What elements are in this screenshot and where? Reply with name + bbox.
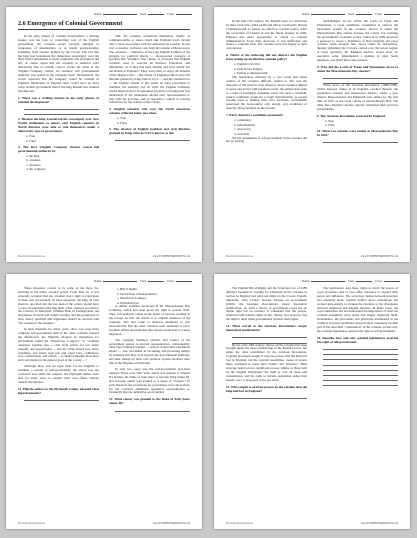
left-column	[18, 35, 99, 172]
name-date-class-bar	[302, 12, 402, 16]
option[interactable]: d. socialism	[234, 131, 250, 136]
answer-line[interactable]	[115, 136, 190, 141]
option[interactable]: a. True	[325, 118, 334, 123]
paragraph: The remoteness afforded by a vast ocean also made control of the colonies difficult. Added to this was the character of life itself in early America. From countries limited in space and dotted with populous towns, the settlers had come to a land of seemingly unending reach. On such a continent, natural conditions promoted a tough individualism, as people became used to making their own decisions. Government penetrated the backcountry only slowly, and conditions of anarchy often prevailed on the frontier.	[226, 75, 307, 111]
class-label: Class	[375, 12, 382, 16]
option[interactable]: c. Puritan Commonwealth	[234, 71, 268, 76]
page-footer	[226, 255, 398, 258]
paragraph: In New England, for many years, there was even more complete self-government than in the other colonies. Aboard the Mayflower, the Pilgrims adopted an instrument for government called the "Mayflower Compact," to "combine ourselves together into a civil body politic for our better ordering and preservation ... and by virtue hereof [to] enact, constitute, and frame such just and equal laws, ordinances, acts, constitutions, and offices ... as shall be thought most meet and convenient for the general good of the colony ...."	[18, 327, 99, 363]
question-13: 13. What colony was granted to the Duke of York (later James II)?	[109, 397, 190, 406]
date-label: Date	[348, 12, 355, 16]
date-label: Date	[140, 279, 147, 283]
left-column	[226, 20, 307, 146]
question-15: 15. Who sought to exercise powers in the colonies that the king had lost in England?	[226, 384, 307, 393]
question-1: 1. What was a striking feature in the early phases of colonial development?	[18, 95, 99, 104]
question-16: 16. Describe how and why colonial legislatures asserted the right of self-government.	[317, 335, 398, 344]
footer-url[interactable]: www.STUDENTHANDOUTS.com	[152, 522, 190, 525]
name-label: Name	[301, 12, 310, 16]
paragraph: By the early 18th century, almost all the colonies had been brought under the direct jurisdiction of the British Crown, but under the rules established by the Glorious Revolution. Colonial governors sought to exercise powers that the king had lost in England, but the colonial assemblies, aware of events there, attempted to assert their "rights" and "liberties." Their leverage rested on two significant powers similar to those held by the English Parliament: the right to vote on taxes and expenditures, and the right to initiate legislation rather than merely react to proposals of the governor.	[226, 342, 307, 382]
footer-url[interactable]: www.STUDENTHANDOUTS.com	[360, 522, 398, 525]
answer-line[interactable]	[323, 138, 398, 143]
worksheet-page-1	[6, 7, 202, 262]
class-label: Class	[167, 279, 174, 283]
paragraph: The company members yielded, and control of the government passed to elected representatives. Subsequently, other New England colonies — such as Connecticut and Rhode Island — also succeeded in becoming self-governing simply by asserting that they were beyond any governmental authority, and then setting up their own political system modeled after that of the Pilgrims at Plymouth.	[109, 337, 190, 366]
answer-line[interactable]	[115, 406, 190, 411]
footer-label: Free Education Resources	[18, 522, 46, 525]
question-9: 9. The Glorious Revolution occurred in England.	[317, 113, 386, 118]
option[interactable]: a. community	[234, 118, 252, 123]
paragraph: The English Bill of Rights and the Toleration Act of 1689 affirmed freedom of worship for Christians in the colonies as well as in England and enforced limits on the Crown. Equally important, John Locke's Second Treatise on Government (1690), the Glorious Revolution's major theoretical justification, set forth a theory of government based not on divine right but on contract. It contended that the people, endowed with natural rights of life, liberty, and property, had the right to rebel when governments violated their rights.	[226, 286, 307, 322]
option[interactable]: c. investors	[26, 162, 41, 167]
answer-line[interactable]	[232, 394, 307, 399]
page-title: 2.6 Emergence of Colonial Government	[18, 20, 123, 27]
paragraph: A similar situation developed in the Massachusetts Bay Company, which had been given the right to govern itself. Thus, full authority rested in the hands of persons residing in the colony. At first, the dozen or so original members of the company who had come to America attempted to rule autocratically. But the other colonists soon demanded a voice in public affairs and indicated that refusal would lead to a mass migration.	[109, 304, 190, 336]
right-column	[317, 287, 398, 386]
option[interactable]: b. False	[117, 120, 127, 125]
question-2: 2. Because the king transferred his sovereignty over New World settlements to others, only English colonists in North America were able to rule themselves under a democratic type of government.	[18, 116, 99, 133]
page-footer	[18, 522, 190, 525]
name-label: Name	[301, 279, 310, 283]
option[interactable]: b. individualism	[234, 122, 255, 127]
footer-url[interactable]: www.STUDENTHANDOUTS.com	[152, 255, 190, 258]
option[interactable]: d. the company	[26, 167, 46, 172]
name-date-class-bar	[94, 279, 194, 283]
right-column	[109, 35, 190, 141]
option[interactable]: c. Mayflower Compact	[117, 296, 147, 301]
answer-line[interactable]	[24, 396, 99, 401]
option[interactable]: a. True	[117, 116, 126, 121]
option[interactable]: a. English Civil War	[234, 62, 260, 67]
name-date-class-bar	[302, 279, 402, 283]
footer-url[interactable]: www.STUDENTHANDOUTS.com	[360, 255, 398, 258]
question-3: 3. The first Virginia Company charter vested full governmental authority in:	[18, 144, 99, 153]
right-column	[109, 287, 190, 412]
option[interactable]: b. Declaration of Independence	[117, 291, 158, 296]
name-date-class-bar	[94, 12, 194, 16]
title-divider	[18, 29, 190, 30]
question-6: 6. Which of the following did not distract the English from setting up an effective colonial policy?	[226, 53, 307, 62]
paragraph: These measures proved to be some of the more far-reaching in the entire colonial period. From then on, it was generally accepted that the colonists had a right to participate in their own government. In most instances, the king, in later charters, provided that the free men of the colony should have a voice in legislation affecting them. Thus, charters awarded to the Calverts in Maryland, William Penn in Pennsylvania, the proprietors in North and South Carolina, and the proprietors in New Jersey specified that legislation should be enacted with "the consent of the freemen."	[18, 286, 99, 326]
name-label: Name	[93, 12, 102, 16]
question-4: 4. English colonists rule over the North American colonies reflected many new ideas.	[109, 107, 190, 116]
left-column	[226, 287, 307, 399]
paragraph: In the early phases of colonial development, a striking feature was the lack of controlling role of the English government. All colonies except Georgia emerged as companies of shareholders, or as feudal proprietorships stemming from charters granted by the Crown. The fact that the king had transferred his immediate sovereignty over the New World settlements to stock companies and proprietors did not, of course, mean that the colonists in America were necessarily free of outside control. Under the terms of the Virginia Company charter, for example, full governmental authority was vested in the company itself. Nevertheless, the crown expected that the company would be resident in England. Inhabitants of Virginia, then, would have no more voice in their government than if the king himself had retained absolute rule.	[18, 34, 99, 93]
option[interactable]: d. Plymouth Pact	[117, 300, 139, 305]
worksheet-page-2	[214, 7, 410, 262]
option[interactable]: a. Bill of Rights	[117, 287, 138, 291]
paragraph: In the mid-17th century, the English were too distracted by their Civil War (1642-1649) and Oliver Cromwell's Puritan Commonwealth to pursue an effective colonial policy. After the restoration of Charles II and the Stuart dynasty in 1660, England had more opportunity to attend to colonial administration. Even then, however, it was inefficient and lacked a coherent plan. The colonies were left largely to their own devices.	[226, 19, 307, 51]
paragraph: Yet the assumption of self-government in the colonies did not go entirely	[226, 135, 307, 144]
footer-label: Free Education Resources	[226, 522, 254, 525]
class-label: Class	[375, 279, 382, 283]
paragraph: In only two cases was the self-government provision omitted. These were New York, which was granted to Charles II's brother, the Duke of York (later to become King James II), and Georgia, which was granted to a group of "trustees." In both instances the provisions for governance were short-lived, for the colonists demanded legislative representation so insistently that the authorities soon yielded.	[109, 366, 190, 395]
paragraph: Still, the colonies considered themselves chiefly as commonwealths or states, much like England itself, having only a loose association with the authorities in London. In one way or another, exclusive rule from the outside withered away. The colonists — inheritors of the long English tradition of the struggle for political liberty — incorporated concepts of freedom into Virginia's first charter. It provided that English colonists were to exercise all liberties, franchises, and immunities "as if they had been abiding and born within this our Realm of England." They were, then, to enjoy the benefits of the Magna Carta — the charter of English political and civil liberties granted by King John in 1215 — and the common law — the English system of law based on legal precedents or tradition, not statutory law. In 1618, the Virginia Company issued instructions to its appointed governor providing that free inhabitants of the plantations should elect representatives to join with the governor and an appointive council in passing ordinances for the welfare of the colony.	[109, 34, 190, 105]
paragraph: When news of the Glorious Revolution (1688-1689), which deposed James II in England, reached Boston, the population rebelled and imprisoned Andros. Under a new charter, Massachusetts and Plymouth were united for the first time in 1691 as the royal colony of Massachusetts Bay. The other New England colonies quickly reinstalled their previous governments.	[317, 83, 398, 111]
name-label: Name	[93, 279, 102, 283]
footer-label: Free Education Resources	[18, 255, 46, 258]
paragraph: unchallenged. In the 1670s, the Lords of Trade and Plantations, a royal committee established to enforce the mercantile system in the colonies, moved to annul the Massachusetts Bay charter because the colony was resisting the government's economic policy. James II in 1685 approved a proposal to create a Dominion of New England and place colonies south through New Jersey under its jurisdiction, thereby tightening the Crown's control over the whole region. A royal governor, Sir Edmund Andros, levied taxes by executive order, implemented a number of other harsh measures, and jailed those who resisted.	[317, 19, 398, 63]
question-11: 11. Pilgrim settlers to the Plymouth Colony adopted what legal document?	[18, 386, 99, 395]
option[interactable]: c. aristocracy	[234, 127, 251, 132]
worksheet-page-3	[6, 274, 202, 529]
worksheet-page-4	[214, 274, 410, 529]
date-label: Date	[140, 12, 147, 16]
paragraph: The legislatures used these rights to check the power of royal governors and to pass other measures to expand their power and influence. The recurring clashes between governor and assembly made colonial politics more contentious and worked increasingly to awaken the colonists to the divergence between American and English interests. In many cases, the royal authorities did not understand the importance of what the colonial assemblies were doing and simply neglected them. Nonetheless, the precedents and principles established in the conflicts between assemblies and governors eventually became part of the unwritten "constitution" of the colonies. In this way, the colonial legislatures asserted the right of self-government.	[317, 286, 398, 333]
question-7: 7. Early America's conditions promoted:	[226, 113, 283, 118]
footer-label: Free Education Resources	[226, 255, 254, 258]
answer-line[interactable]	[24, 110, 99, 115]
left-column	[18, 287, 99, 401]
option[interactable]: b. Irish Potato Famine	[234, 66, 263, 71]
option[interactable]: b. colonists	[26, 158, 41, 163]
option[interactable]: a. the king	[26, 153, 40, 158]
paragraph: Although there was no legal basis for the Pilgrims to establish a system of self-government, the action was not contested, and, under the compact, the Plymouth settlers were able for many years to conduct their own affairs without outside interference.	[18, 364, 99, 384]
class-label: Class	[167, 12, 174, 16]
option[interactable]: b. False	[325, 123, 335, 128]
date-label: Date	[348, 279, 355, 283]
answer-line[interactable]	[323, 381, 398, 386]
question-5: 5. The charter of English political and civil liberties granted by King John in 1215 is known as the:	[109, 126, 190, 135]
right-column	[317, 20, 398, 143]
option[interactable]: b. False	[26, 138, 36, 143]
page-footer	[18, 255, 190, 258]
option[interactable]: a. True	[26, 133, 35, 138]
question-10: 10. What two colonies were united as Massachusetts Bay in 1691?	[317, 129, 398, 138]
page-footer	[226, 522, 398, 525]
question-14: 14. What served as the Glorious Revolution's major theoretical justification?	[226, 324, 307, 333]
question-8: 8. Why did the Lords of Trade and Plantations move to annul the Massachusetts Bay charter?	[317, 64, 398, 73]
